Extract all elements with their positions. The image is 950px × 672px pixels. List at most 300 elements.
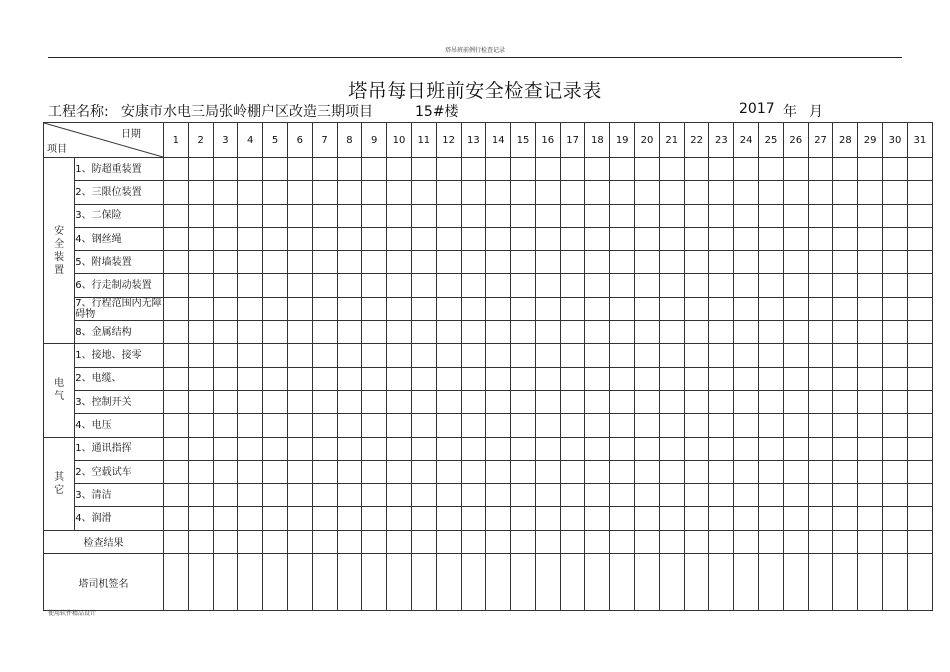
check-cell[interactable] bbox=[535, 251, 560, 274]
check-cell[interactable] bbox=[287, 390, 312, 413]
check-cell[interactable] bbox=[659, 437, 684, 460]
check-cell[interactable] bbox=[535, 367, 560, 390]
check-cell[interactable] bbox=[461, 390, 486, 413]
check-cell[interactable] bbox=[907, 460, 932, 483]
check-cell[interactable] bbox=[610, 344, 635, 367]
check-cell[interactable] bbox=[858, 367, 883, 390]
check-cell[interactable] bbox=[858, 344, 883, 367]
check-cell[interactable] bbox=[709, 507, 734, 530]
check-cell[interactable] bbox=[511, 390, 536, 413]
check-cell[interactable] bbox=[287, 158, 312, 181]
check-cell[interactable] bbox=[759, 367, 784, 390]
check-cell[interactable] bbox=[312, 484, 337, 507]
check-cell[interactable] bbox=[337, 367, 362, 390]
check-cell[interactable] bbox=[486, 344, 511, 367]
check-cell[interactable] bbox=[486, 321, 511, 344]
check-cell[interactable] bbox=[312, 227, 337, 250]
check-cell[interactable] bbox=[486, 251, 511, 274]
check-cell[interactable] bbox=[858, 321, 883, 344]
check-cell[interactable] bbox=[411, 321, 436, 344]
check-cell[interactable] bbox=[858, 460, 883, 483]
check-cell[interactable] bbox=[188, 414, 213, 437]
check-cell[interactable] bbox=[709, 297, 734, 320]
check-cell[interactable] bbox=[362, 274, 387, 297]
check-cell[interactable] bbox=[734, 367, 759, 390]
check-cell[interactable] bbox=[783, 181, 808, 204]
check-cell[interactable] bbox=[411, 181, 436, 204]
check-cell[interactable] bbox=[783, 484, 808, 507]
check-cell[interactable] bbox=[783, 367, 808, 390]
check-cell[interactable] bbox=[486, 554, 511, 611]
check-cell[interactable] bbox=[362, 414, 387, 437]
check-cell[interactable] bbox=[783, 297, 808, 320]
check-cell[interactable] bbox=[362, 484, 387, 507]
check-cell[interactable] bbox=[833, 367, 858, 390]
check-cell[interactable] bbox=[287, 227, 312, 250]
check-cell[interactable] bbox=[610, 554, 635, 611]
check-cell[interactable] bbox=[783, 344, 808, 367]
check-cell[interactable] bbox=[585, 274, 610, 297]
check-cell[interactable] bbox=[808, 344, 833, 367]
check-cell[interactable] bbox=[883, 297, 908, 320]
check-cell[interactable] bbox=[610, 158, 635, 181]
check-cell[interactable] bbox=[610, 251, 635, 274]
check-cell[interactable] bbox=[263, 367, 288, 390]
check-cell[interactable] bbox=[287, 367, 312, 390]
check-cell[interactable] bbox=[610, 227, 635, 250]
check-cell[interactable] bbox=[436, 554, 461, 611]
check-cell[interactable] bbox=[734, 321, 759, 344]
check-cell[interactable] bbox=[287, 554, 312, 611]
check-cell[interactable] bbox=[659, 507, 684, 530]
check-cell[interactable] bbox=[436, 507, 461, 530]
check-cell[interactable] bbox=[560, 507, 585, 530]
check-cell[interactable] bbox=[436, 367, 461, 390]
check-cell[interactable] bbox=[436, 181, 461, 204]
check-cell[interactable] bbox=[734, 507, 759, 530]
check-cell[interactable] bbox=[188, 227, 213, 250]
check-cell[interactable] bbox=[759, 321, 784, 344]
check-cell[interactable] bbox=[858, 227, 883, 250]
check-cell[interactable] bbox=[585, 227, 610, 250]
check-cell[interactable] bbox=[511, 297, 536, 320]
check-cell[interactable] bbox=[486, 274, 511, 297]
check-cell[interactable] bbox=[635, 484, 660, 507]
check-cell[interactable] bbox=[362, 530, 387, 553]
check-cell[interactable] bbox=[833, 251, 858, 274]
check-cell[interactable] bbox=[238, 414, 263, 437]
check-cell[interactable] bbox=[238, 251, 263, 274]
check-cell[interactable] bbox=[238, 204, 263, 227]
check-cell[interactable] bbox=[238, 460, 263, 483]
check-cell[interactable] bbox=[213, 204, 238, 227]
check-cell[interactable] bbox=[560, 321, 585, 344]
check-cell[interactable] bbox=[635, 460, 660, 483]
check-cell[interactable] bbox=[312, 158, 337, 181]
check-cell[interactable] bbox=[709, 251, 734, 274]
check-cell[interactable] bbox=[560, 274, 585, 297]
check-cell[interactable] bbox=[709, 227, 734, 250]
check-cell[interactable] bbox=[535, 530, 560, 553]
check-cell[interactable] bbox=[461, 297, 486, 320]
check-cell[interactable] bbox=[833, 204, 858, 227]
check-cell[interactable] bbox=[684, 297, 709, 320]
check-cell[interactable] bbox=[163, 344, 188, 367]
check-cell[interactable] bbox=[907, 344, 932, 367]
check-cell[interactable] bbox=[213, 274, 238, 297]
check-cell[interactable] bbox=[808, 204, 833, 227]
check-cell[interactable] bbox=[659, 367, 684, 390]
check-cell[interactable] bbox=[163, 204, 188, 227]
check-cell[interactable] bbox=[188, 158, 213, 181]
check-cell[interactable] bbox=[585, 530, 610, 553]
check-cell[interactable] bbox=[635, 390, 660, 413]
check-cell[interactable] bbox=[783, 204, 808, 227]
check-cell[interactable] bbox=[486, 484, 511, 507]
check-cell[interactable] bbox=[535, 274, 560, 297]
check-cell[interactable] bbox=[535, 554, 560, 611]
check-cell[interactable] bbox=[436, 321, 461, 344]
check-cell[interactable] bbox=[238, 227, 263, 250]
check-cell[interactable] bbox=[659, 321, 684, 344]
check-cell[interactable] bbox=[461, 437, 486, 460]
check-cell[interactable] bbox=[213, 367, 238, 390]
check-cell[interactable] bbox=[188, 460, 213, 483]
check-cell[interactable] bbox=[362, 507, 387, 530]
check-cell[interactable] bbox=[734, 227, 759, 250]
check-cell[interactable] bbox=[659, 251, 684, 274]
check-cell[interactable] bbox=[511, 274, 536, 297]
check-cell[interactable] bbox=[585, 484, 610, 507]
check-cell[interactable] bbox=[635, 344, 660, 367]
check-cell[interactable] bbox=[461, 554, 486, 611]
check-cell[interactable] bbox=[312, 321, 337, 344]
check-cell[interactable] bbox=[188, 484, 213, 507]
check-cell[interactable] bbox=[858, 390, 883, 413]
check-cell[interactable] bbox=[213, 297, 238, 320]
check-cell[interactable] bbox=[411, 414, 436, 437]
check-cell[interactable] bbox=[635, 321, 660, 344]
check-cell[interactable] bbox=[610, 204, 635, 227]
check-cell[interactable] bbox=[610, 530, 635, 553]
check-cell[interactable] bbox=[263, 344, 288, 367]
check-cell[interactable] bbox=[684, 460, 709, 483]
check-cell[interactable] bbox=[684, 530, 709, 553]
check-cell[interactable] bbox=[163, 414, 188, 437]
check-cell[interactable] bbox=[461, 414, 486, 437]
check-cell[interactable] bbox=[337, 251, 362, 274]
check-cell[interactable] bbox=[163, 321, 188, 344]
check-cell[interactable] bbox=[461, 530, 486, 553]
check-cell[interactable] bbox=[709, 344, 734, 367]
check-cell[interactable] bbox=[163, 181, 188, 204]
check-cell[interactable] bbox=[263, 554, 288, 611]
check-cell[interactable] bbox=[387, 390, 412, 413]
check-cell[interactable] bbox=[337, 321, 362, 344]
check-cell[interactable] bbox=[337, 507, 362, 530]
check-cell[interactable] bbox=[610, 437, 635, 460]
check-cell[interactable] bbox=[238, 274, 263, 297]
check-cell[interactable] bbox=[238, 554, 263, 611]
check-cell[interactable] bbox=[362, 437, 387, 460]
check-cell[interactable] bbox=[783, 530, 808, 553]
check-cell[interactable] bbox=[783, 390, 808, 413]
check-cell[interactable] bbox=[535, 484, 560, 507]
check-cell[interactable] bbox=[213, 344, 238, 367]
check-cell[interactable] bbox=[411, 158, 436, 181]
check-cell[interactable] bbox=[387, 530, 412, 553]
check-cell[interactable] bbox=[188, 390, 213, 413]
check-cell[interactable] bbox=[610, 321, 635, 344]
check-cell[interactable] bbox=[585, 390, 610, 413]
check-cell[interactable] bbox=[659, 181, 684, 204]
check-cell[interactable] bbox=[411, 554, 436, 611]
check-cell[interactable] bbox=[759, 554, 784, 611]
check-cell[interactable] bbox=[486, 158, 511, 181]
check-cell[interactable] bbox=[734, 181, 759, 204]
check-cell[interactable] bbox=[858, 554, 883, 611]
check-cell[interactable] bbox=[833, 484, 858, 507]
check-cell[interactable] bbox=[238, 181, 263, 204]
check-cell[interactable] bbox=[263, 204, 288, 227]
check-cell[interactable] bbox=[883, 181, 908, 204]
check-cell[interactable] bbox=[461, 484, 486, 507]
check-cell[interactable] bbox=[709, 204, 734, 227]
check-cell[interactable] bbox=[560, 390, 585, 413]
check-cell[interactable] bbox=[684, 158, 709, 181]
check-cell[interactable] bbox=[486, 460, 511, 483]
check-cell[interactable] bbox=[263, 274, 288, 297]
check-cell[interactable] bbox=[759, 484, 784, 507]
check-cell[interactable] bbox=[659, 274, 684, 297]
check-cell[interactable] bbox=[808, 158, 833, 181]
check-cell[interactable] bbox=[188, 507, 213, 530]
check-cell[interactable] bbox=[808, 437, 833, 460]
check-cell[interactable] bbox=[312, 204, 337, 227]
check-cell[interactable] bbox=[635, 251, 660, 274]
check-cell[interactable] bbox=[213, 507, 238, 530]
check-cell[interactable] bbox=[213, 484, 238, 507]
check-cell[interactable] bbox=[659, 344, 684, 367]
check-cell[interactable] bbox=[659, 414, 684, 437]
check-cell[interactable] bbox=[486, 227, 511, 250]
check-cell[interactable] bbox=[411, 274, 436, 297]
check-cell[interactable] bbox=[808, 530, 833, 553]
check-cell[interactable] bbox=[535, 507, 560, 530]
check-cell[interactable] bbox=[907, 437, 932, 460]
check-cell[interactable] bbox=[734, 251, 759, 274]
check-cell[interactable] bbox=[362, 321, 387, 344]
check-cell[interactable] bbox=[833, 344, 858, 367]
check-cell[interactable] bbox=[907, 297, 932, 320]
check-cell[interactable] bbox=[560, 414, 585, 437]
check-cell[interactable] bbox=[883, 251, 908, 274]
check-cell[interactable] bbox=[907, 414, 932, 437]
check-cell[interactable] bbox=[635, 367, 660, 390]
check-cell[interactable] bbox=[511, 460, 536, 483]
check-cell[interactable] bbox=[511, 367, 536, 390]
check-cell[interactable] bbox=[535, 297, 560, 320]
check-cell[interactable] bbox=[833, 297, 858, 320]
check-cell[interactable] bbox=[511, 554, 536, 611]
check-cell[interactable] bbox=[411, 204, 436, 227]
check-cell[interactable] bbox=[883, 321, 908, 344]
check-cell[interactable] bbox=[808, 274, 833, 297]
check-cell[interactable] bbox=[709, 181, 734, 204]
check-cell[interactable] bbox=[907, 530, 932, 553]
check-cell[interactable] bbox=[263, 251, 288, 274]
check-cell[interactable] bbox=[907, 274, 932, 297]
check-cell[interactable] bbox=[436, 204, 461, 227]
check-cell[interactable] bbox=[560, 344, 585, 367]
check-cell[interactable] bbox=[883, 227, 908, 250]
check-cell[interactable] bbox=[411, 251, 436, 274]
check-cell[interactable] bbox=[188, 181, 213, 204]
check-cell[interactable] bbox=[560, 530, 585, 553]
check-cell[interactable] bbox=[883, 158, 908, 181]
check-cell[interactable] bbox=[213, 227, 238, 250]
check-cell[interactable] bbox=[287, 437, 312, 460]
check-cell[interactable] bbox=[486, 297, 511, 320]
check-cell[interactable] bbox=[635, 297, 660, 320]
check-cell[interactable] bbox=[808, 181, 833, 204]
check-cell[interactable] bbox=[511, 158, 536, 181]
check-cell[interactable] bbox=[461, 460, 486, 483]
check-cell[interactable] bbox=[659, 227, 684, 250]
check-cell[interactable] bbox=[188, 321, 213, 344]
check-cell[interactable] bbox=[312, 344, 337, 367]
check-cell[interactable] bbox=[511, 344, 536, 367]
check-cell[interactable] bbox=[734, 297, 759, 320]
check-cell[interactable] bbox=[709, 158, 734, 181]
check-cell[interactable] bbox=[659, 390, 684, 413]
check-cell[interactable] bbox=[635, 227, 660, 250]
check-cell[interactable] bbox=[585, 344, 610, 367]
check-cell[interactable] bbox=[560, 297, 585, 320]
check-cell[interactable] bbox=[387, 227, 412, 250]
check-cell[interactable] bbox=[610, 414, 635, 437]
check-cell[interactable] bbox=[883, 554, 908, 611]
check-cell[interactable] bbox=[238, 530, 263, 553]
check-cell[interactable] bbox=[312, 251, 337, 274]
check-cell[interactable] bbox=[312, 530, 337, 553]
check-cell[interactable] bbox=[163, 554, 188, 611]
check-cell[interactable] bbox=[387, 158, 412, 181]
check-cell[interactable] bbox=[659, 297, 684, 320]
check-cell[interactable] bbox=[734, 344, 759, 367]
check-cell[interactable] bbox=[808, 390, 833, 413]
check-cell[interactable] bbox=[213, 181, 238, 204]
check-cell[interactable] bbox=[263, 227, 288, 250]
check-cell[interactable] bbox=[759, 390, 784, 413]
check-cell[interactable] bbox=[163, 437, 188, 460]
check-cell[interactable] bbox=[833, 437, 858, 460]
check-cell[interactable] bbox=[337, 204, 362, 227]
check-cell[interactable] bbox=[461, 367, 486, 390]
check-cell[interactable] bbox=[188, 367, 213, 390]
check-cell[interactable] bbox=[907, 321, 932, 344]
check-cell[interactable] bbox=[362, 554, 387, 611]
check-cell[interactable] bbox=[635, 414, 660, 437]
check-cell[interactable] bbox=[461, 204, 486, 227]
check-cell[interactable] bbox=[883, 484, 908, 507]
check-cell[interactable] bbox=[163, 251, 188, 274]
check-cell[interactable] bbox=[511, 321, 536, 344]
check-cell[interactable] bbox=[362, 227, 387, 250]
check-cell[interactable] bbox=[287, 344, 312, 367]
check-cell[interactable] bbox=[684, 484, 709, 507]
check-cell[interactable] bbox=[734, 554, 759, 611]
check-cell[interactable] bbox=[659, 554, 684, 611]
check-cell[interactable] bbox=[461, 227, 486, 250]
check-cell[interactable] bbox=[436, 227, 461, 250]
check-cell[interactable] bbox=[585, 367, 610, 390]
check-cell[interactable] bbox=[163, 367, 188, 390]
check-cell[interactable] bbox=[337, 274, 362, 297]
check-cell[interactable] bbox=[709, 437, 734, 460]
check-cell[interactable] bbox=[486, 181, 511, 204]
check-cell[interactable] bbox=[808, 484, 833, 507]
check-cell[interactable] bbox=[362, 204, 387, 227]
check-cell[interactable] bbox=[759, 297, 784, 320]
check-cell[interactable] bbox=[635, 507, 660, 530]
check-cell[interactable] bbox=[709, 554, 734, 611]
check-cell[interactable] bbox=[833, 554, 858, 611]
check-cell[interactable] bbox=[560, 158, 585, 181]
check-cell[interactable] bbox=[783, 437, 808, 460]
check-cell[interactable] bbox=[436, 390, 461, 413]
check-cell[interactable] bbox=[635, 554, 660, 611]
check-cell[interactable] bbox=[436, 460, 461, 483]
check-cell[interactable] bbox=[833, 181, 858, 204]
check-cell[interactable] bbox=[387, 460, 412, 483]
check-cell[interactable] bbox=[486, 507, 511, 530]
check-cell[interactable] bbox=[163, 530, 188, 553]
check-cell[interactable] bbox=[883, 344, 908, 367]
check-cell[interactable] bbox=[188, 530, 213, 553]
check-cell[interactable] bbox=[486, 530, 511, 553]
check-cell[interactable] bbox=[163, 274, 188, 297]
check-cell[interactable] bbox=[188, 251, 213, 274]
check-cell[interactable] bbox=[387, 204, 412, 227]
check-cell[interactable] bbox=[486, 414, 511, 437]
check-cell[interactable] bbox=[287, 204, 312, 227]
check-cell[interactable] bbox=[337, 484, 362, 507]
check-cell[interactable] bbox=[213, 460, 238, 483]
check-cell[interactable] bbox=[808, 367, 833, 390]
check-cell[interactable] bbox=[610, 367, 635, 390]
check-cell[interactable] bbox=[188, 204, 213, 227]
check-cell[interactable] bbox=[684, 204, 709, 227]
check-cell[interactable] bbox=[560, 181, 585, 204]
check-cell[interactable] bbox=[659, 158, 684, 181]
check-cell[interactable] bbox=[362, 297, 387, 320]
check-cell[interactable] bbox=[907, 204, 932, 227]
check-cell[interactable] bbox=[709, 484, 734, 507]
check-cell[interactable] bbox=[734, 390, 759, 413]
check-cell[interactable] bbox=[362, 390, 387, 413]
check-cell[interactable] bbox=[883, 274, 908, 297]
check-cell[interactable] bbox=[635, 274, 660, 297]
check-cell[interactable] bbox=[263, 437, 288, 460]
check-cell[interactable] bbox=[535, 158, 560, 181]
check-cell[interactable] bbox=[188, 274, 213, 297]
check-cell[interactable] bbox=[188, 437, 213, 460]
check-cell[interactable] bbox=[907, 367, 932, 390]
check-cell[interactable] bbox=[461, 251, 486, 274]
check-cell[interactable] bbox=[759, 204, 784, 227]
check-cell[interactable] bbox=[263, 460, 288, 483]
